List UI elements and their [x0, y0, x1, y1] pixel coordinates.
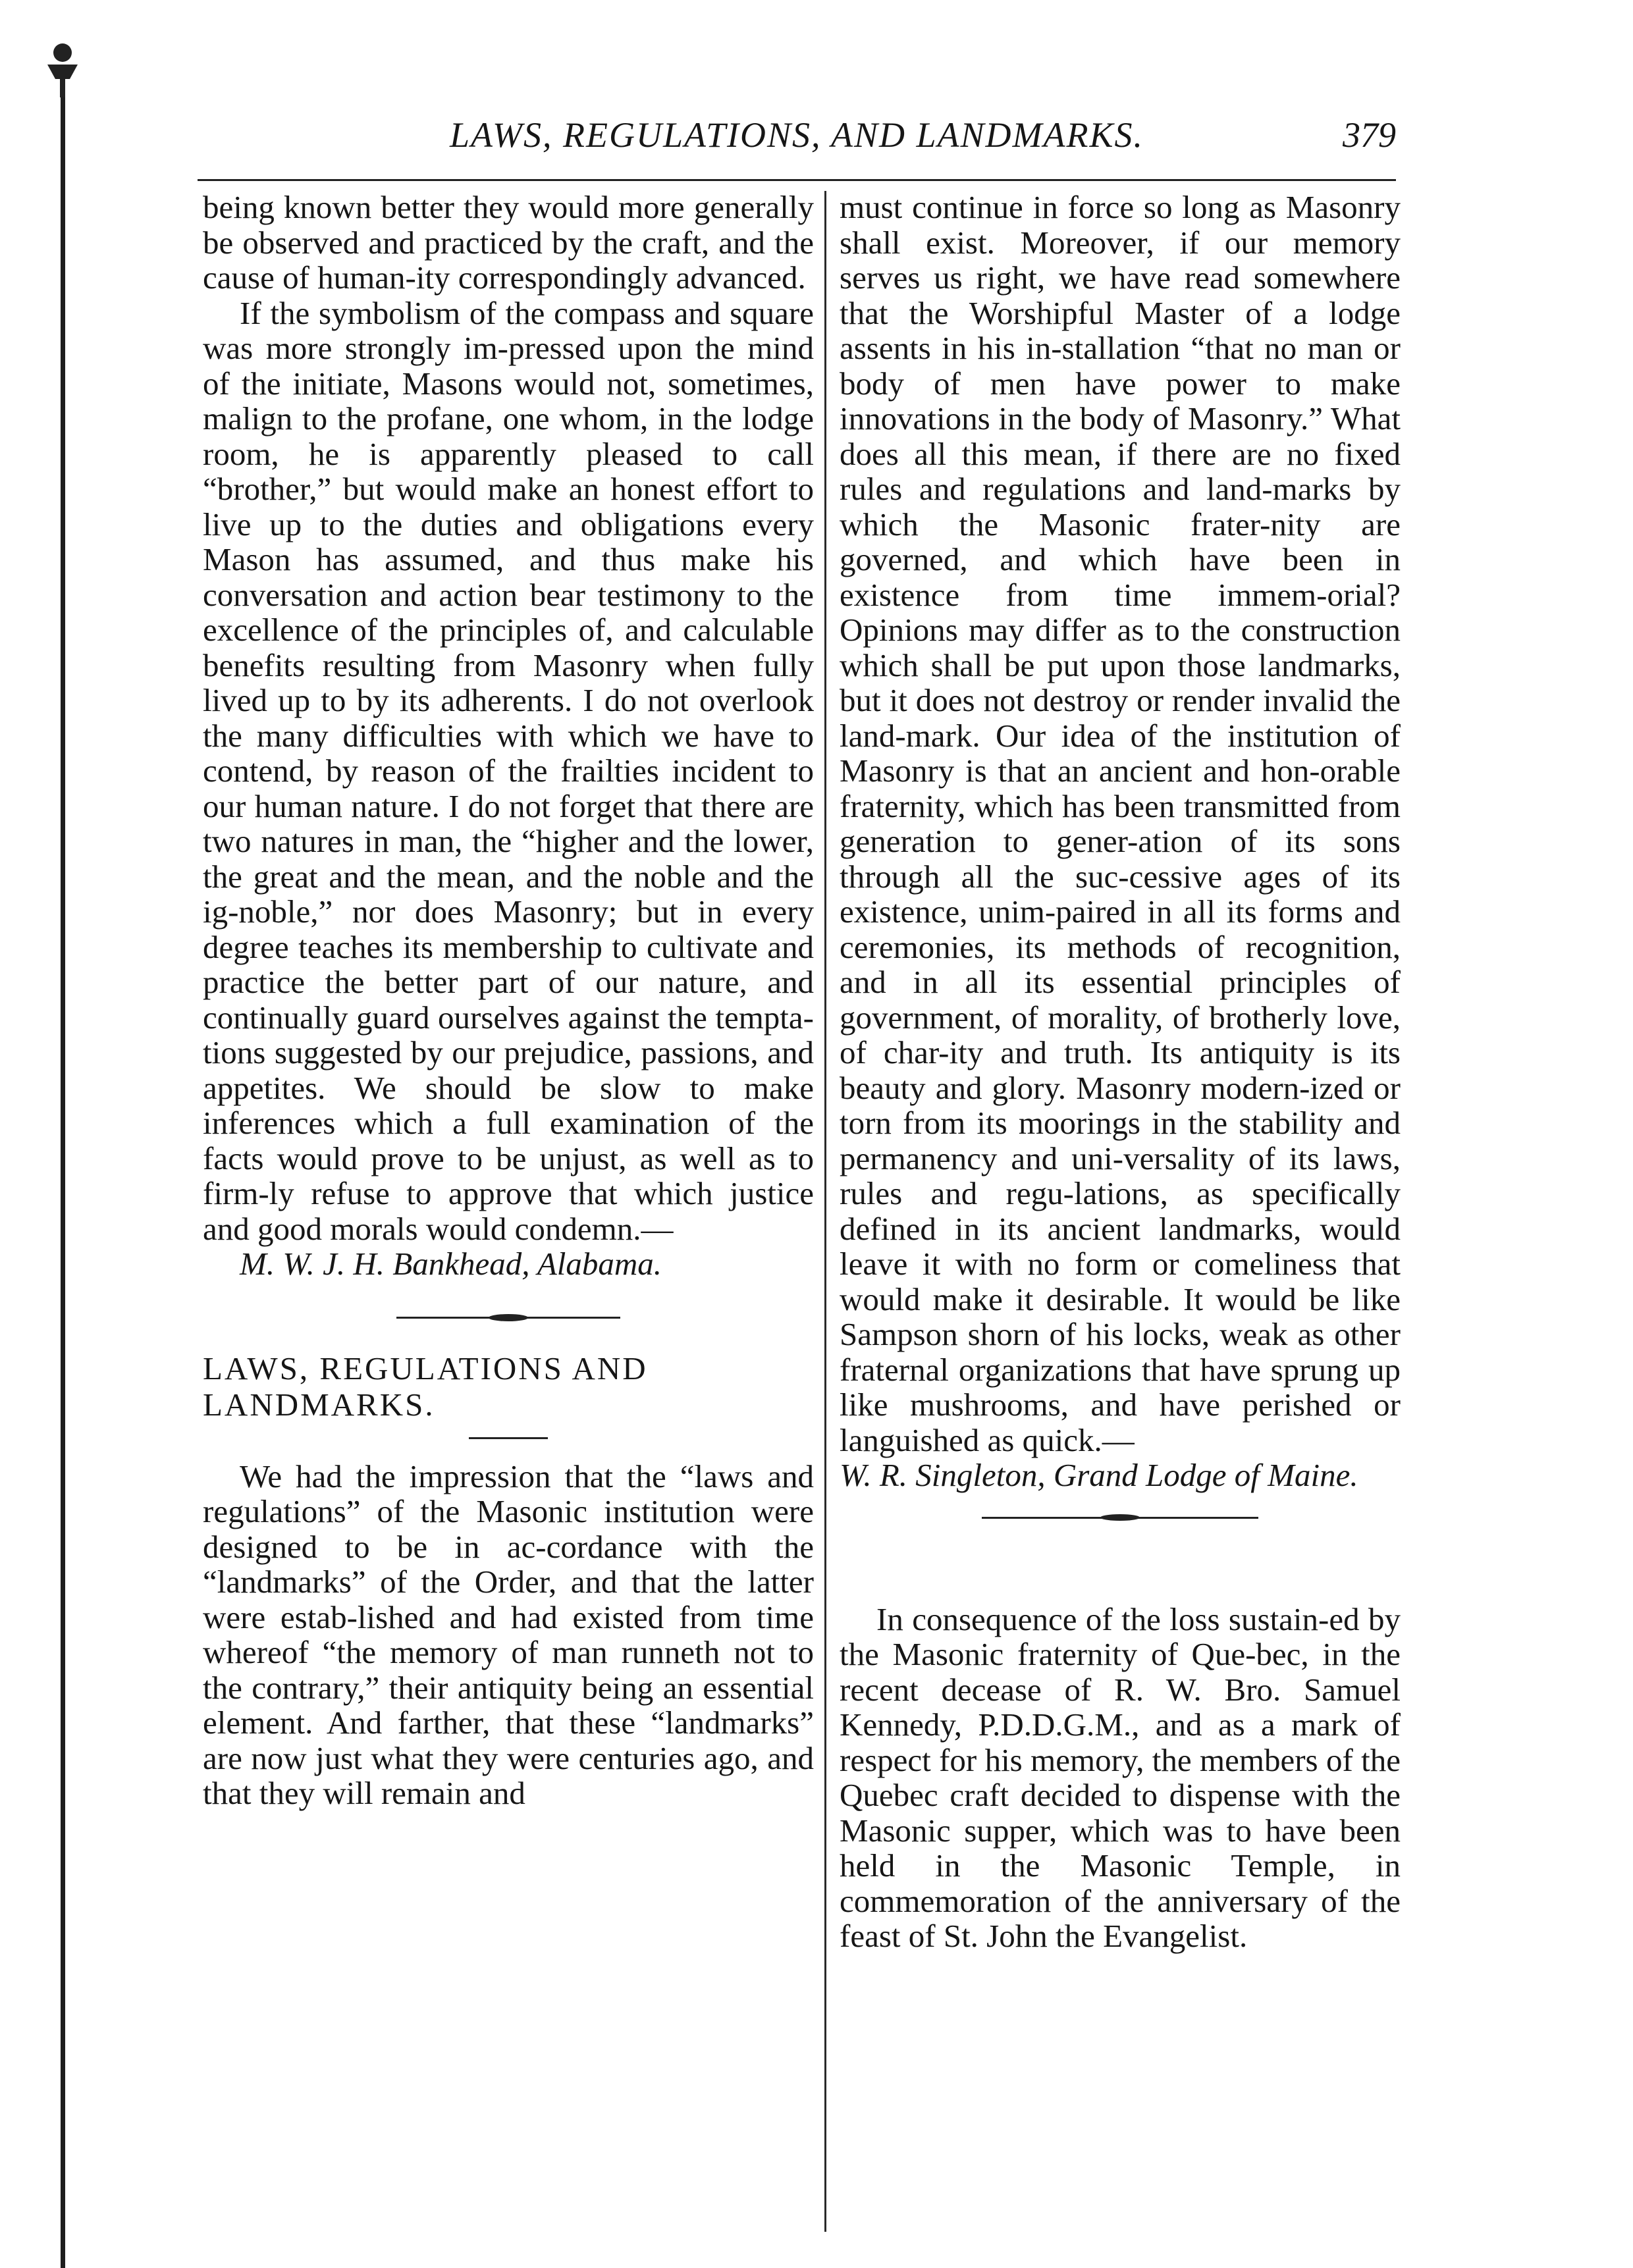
right-column [840, 190, 1401, 1954]
column-divider [824, 191, 826, 2232]
left-paragraph-2: If the symbolism of the compass and square was more strongly im-pressed upon the mind of the initiate, Masons would not, sometimes, malign to the profane, one whom, in the lodge room, he is apparently pleased to call “brother,” but would make an honest effort to live up to the duties and obligations every Mason has assumed, and thus make his conversation and action bear testimony to the excellence of the principles of, and calculable benefits resulting from Masonry when fully lived up to by its adherents. I do not overlook the many difficulties with which we have to contend, by reason of the frailties incident to our human nature. I do not forget that there are two natures in man, the “higher and the lower, the great and the mean, and the noble and the ig-noble,” nor does Masonry; but in every degree teaches its membership to cultivate and practice the better part of our nature, and continually guard ourselves against the tempta-tions suggested by our prejudice, passions, and appetites. We should be slow to make inferences which a full examination of the facts would prove to be unjust, as well as to firm-ly refuse to approve that which justice and good morals would condemn.— [203, 294, 814, 1247]
section-heading-line-1: LAWS, REGULATIONS AND [203, 1350, 648, 1386]
right-paragraph-2: In consequence of the loss sustain-ed by the Masonic fraternity of Que-bec, in the recent decease of R. W. Bro. Samuel Kennedy, P.D.D.G.M., and as a mark of respect for his memory, the members of the Quebec craft decided to dispense with the Masonic supper, which was to have been held in the Masonic Temple, in commemoration of the anniversary of the feast of St. John the Evangelist. [840, 1600, 1401, 1954]
article-divider [982, 1517, 1258, 1519]
left-paragraph-1: being known better they would more generally be observed and practiced by the craft, and the cause of human-ity correspondingly advanced. [203, 189, 814, 296]
right-signature: W. R. Singleton, Grand Lodge of Maine. [840, 1457, 1358, 1493]
page-header [198, 117, 1396, 170]
spacer [840, 1543, 1401, 1602]
header-rule [198, 179, 1396, 181]
binding-ornament [41, 38, 84, 97]
left-column [203, 190, 814, 1811]
page-number: 379 [1343, 115, 1396, 155]
section-divider [396, 1311, 620, 1324]
binding-edge [61, 95, 65, 2268]
running-title: LAWS, REGULATIONS, AND LANDMARKS. [449, 115, 1144, 155]
left-signature: M. W. J. H. Bankhead, Alabama. [240, 1246, 662, 1282]
right-paragraph-1: must continue in force so long as Masonry shall exist. Moreover, if our memory serves us right, we have read somewhere that the Worshipful Master of a lodge assents in his in-stallation “that no man or body of men have power to make innovations in the body of Masonry.” What does all this mean, if there are no fixed rules and regulations and land-marks by which the Masonic frater-nity are governed, and which have been in existence from time immem-orial? Opinions may differ as to the construction which shall be put upon those landmarks, but it does not destroy or render invalid the land-mark. Our idea of the institution of Masonry is that an ancient and hon-orable fraternity, which has been transmitted from generation to gener-ation of its sons through all the suc-cessive ages of its existence, unim-paired in all its forms and ceremonies, its methods of recognition, and in all its essential principles of government, of morality, of brotherly love, of char-ity and truth. Its antiquity is its beauty and glory. Masonry modern-ized or torn from its moorings in the stability and permanency and uni-versality of its laws, rules and regu-lations, as specifically defined in its ancient landmarks, would leave it with no form or comeliness that would make it desirable. It would be like Sampson shorn of his locks, weak as other fraternal organizations that have sprung up like mushrooms, and have perished or languished as quick.— [840, 189, 1401, 1458]
section-heading-line-2: LANDMARKS. [203, 1386, 435, 1423]
section-paragraph: We had the impression that the “laws and regulations” of the Masonic institution were designed to be in ac-cordance with the “landmarks” of the Order, and that the latter were estab-lished and had existed from time whereof “the memory of man runneth not to the contrary,” their antiquity being an essential element. And farther, that these “landmarks” are now just what they were centuries ago, and that they will remain and [203, 1458, 814, 1811]
heading-rule [469, 1437, 548, 1439]
